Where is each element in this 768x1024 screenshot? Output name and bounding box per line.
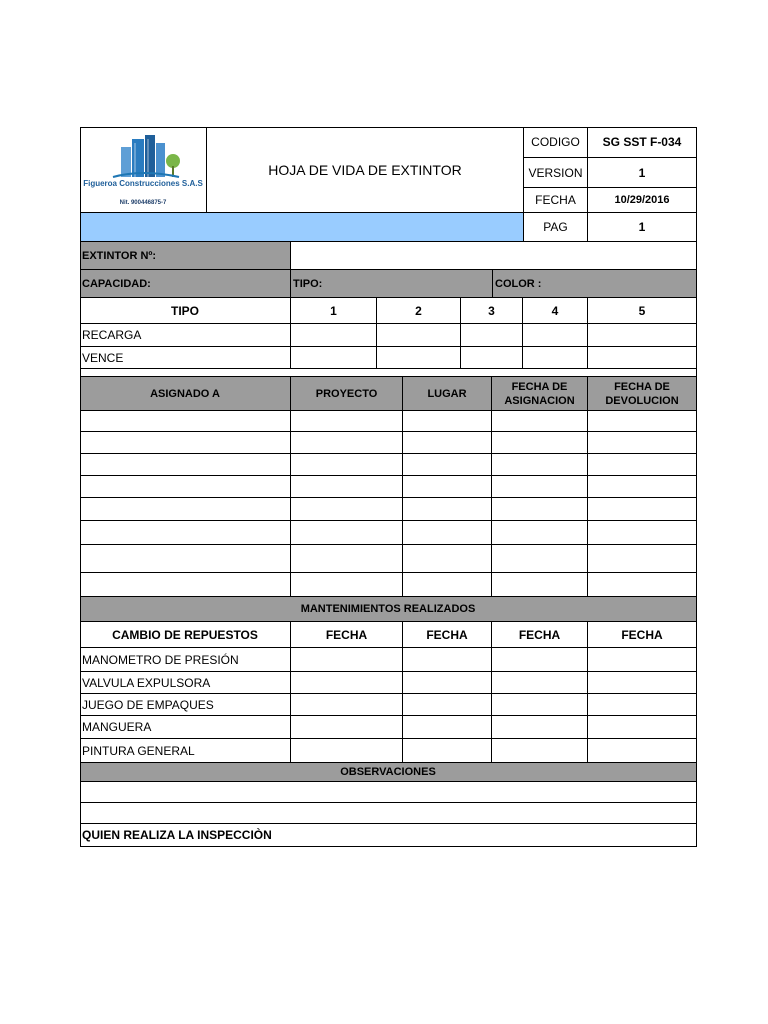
tipo-col-1: 1: [291, 298, 377, 324]
codigo-label: CODIGO: [524, 127, 588, 158]
company-nit: Nit. 900446875-7: [119, 200, 167, 206]
capacidad-label: CAPACIDAD:: [80, 270, 291, 298]
vence-cell[interactable]: [291, 347, 377, 369]
mantenimiento-fecha-cell[interactable]: [588, 648, 697, 672]
asignacion-cell[interactable]: [492, 498, 588, 521]
vence-label: VENCE: [80, 347, 291, 369]
asignacion-cell[interactable]: [291, 498, 403, 521]
asignacion-cell[interactable]: [588, 521, 697, 545]
tipo-label[interactable]: TIPO:: [291, 270, 493, 298]
asignacion-cell[interactable]: [80, 476, 291, 498]
asignacion-cell[interactable]: [403, 454, 492, 476]
mantenimiento-fecha-cell[interactable]: [403, 716, 492, 739]
recarga-cell[interactable]: [461, 324, 523, 347]
blue-band: [80, 213, 524, 242]
recarga-label: RECARGA: [80, 324, 291, 347]
mantenimiento-fecha-cell[interactable]: [403, 694, 492, 716]
asignacion-cell[interactable]: [80, 454, 291, 476]
asignacion-cell[interactable]: [403, 432, 492, 454]
fecha-value: 10/29/2016: [588, 188, 697, 213]
tipo-header: TIPO: [80, 298, 291, 324]
codigo-value: SG SST F-034: [588, 127, 697, 158]
repuesto-label: JUEGO DE EMPAQUES: [80, 694, 291, 716]
asignacion-cell[interactable]: [588, 432, 697, 454]
extintor-numero-field[interactable]: [291, 242, 697, 270]
cambio-repuestos-header: CAMBIO DE REPUESTOS: [80, 622, 291, 648]
asignacion-cell[interactable]: [80, 545, 291, 573]
asignacion-cell[interactable]: [80, 573, 291, 597]
tipo-col-5: 5: [588, 298, 697, 324]
mantenimiento-fecha-cell[interactable]: [588, 672, 697, 694]
recarga-cell[interactable]: [523, 324, 588, 347]
repuesto-label: VALVULA EXPULSORA: [80, 672, 291, 694]
extintor-numero-label: EXTINTOR Nº:: [80, 242, 291, 270]
asignacion-cell[interactable]: [492, 476, 588, 498]
observaciones-title: OBSERVACIONES: [80, 763, 697, 782]
spacer-row: [80, 369, 697, 377]
extintor-form: [80, 127, 697, 847]
fecha-header: FECHA: [403, 622, 492, 648]
vence-cell[interactable]: [523, 347, 588, 369]
company-name: Figueroa Construcciones S.A.S: [83, 179, 203, 188]
tipo-col-2: 2: [377, 298, 461, 324]
mantenimiento-fecha-cell[interactable]: [291, 716, 403, 739]
pag-value: 1: [588, 213, 697, 242]
asignacion-cell[interactable]: [80, 498, 291, 521]
lugar-header: LUGAR: [403, 377, 492, 411]
fecha-header: FECHA: [291, 622, 403, 648]
asignacion-cell[interactable]: [492, 432, 588, 454]
asignacion-cell[interactable]: [291, 476, 403, 498]
fecha-header: FECHA: [588, 622, 697, 648]
mantenimiento-fecha-cell[interactable]: [492, 739, 588, 763]
logo-cell: [80, 127, 207, 213]
mantenimiento-fecha-cell[interactable]: [492, 672, 588, 694]
mantenimientos-title: MANTENIMIENTOS REALIZADOS: [80, 597, 697, 622]
fecha-header: FECHA: [492, 622, 588, 648]
asignacion-cell[interactable]: [291, 454, 403, 476]
asignacion-cell[interactable]: [492, 545, 588, 573]
mantenimiento-fecha-cell[interactable]: [291, 694, 403, 716]
asignacion-cell[interactable]: [291, 545, 403, 573]
repuesto-label: MANOMETRO DE PRESIÓN: [80, 648, 291, 672]
observaciones-line[interactable]: [80, 782, 697, 803]
asignacion-cell[interactable]: [291, 432, 403, 454]
fecha-label: FECHA: [524, 188, 588, 213]
asignacion-cell[interactable]: [588, 476, 697, 498]
asignacion-cell[interactable]: [403, 498, 492, 521]
color-label[interactable]: COLOR :: [493, 270, 697, 298]
asignacion-rows: [80, 411, 697, 597]
asignacion-cell[interactable]: [403, 476, 492, 498]
recarga-cell[interactable]: [588, 324, 697, 347]
asignacion-cell[interactable]: [403, 545, 492, 573]
asignacion-cell[interactable]: [80, 521, 291, 545]
pag-label: PAG: [524, 213, 588, 242]
asignacion-cell[interactable]: [588, 498, 697, 521]
mantenimiento-fecha-cell[interactable]: [403, 648, 492, 672]
asignacion-cell[interactable]: [588, 573, 697, 597]
asignacion-cell[interactable]: [588, 454, 697, 476]
recarga-cell[interactable]: [291, 324, 377, 347]
mantenimiento-fecha-cell[interactable]: [588, 694, 697, 716]
vence-cell[interactable]: [461, 347, 523, 369]
asignacion-cell[interactable]: [80, 411, 291, 432]
asignacion-cell[interactable]: [588, 545, 697, 573]
asignacion-cell[interactable]: [492, 454, 588, 476]
fecha-asignacion-header: FECHA DE ASIGNACION: [492, 377, 588, 411]
asignacion-cell[interactable]: [403, 573, 492, 597]
asignacion-cell[interactable]: [403, 521, 492, 545]
proyecto-header: PROYECTO: [291, 377, 403, 411]
asignacion-cell[interactable]: [492, 411, 588, 432]
vence-cell[interactable]: [377, 347, 461, 369]
inspeccion-label[interactable]: QUIEN REALIZA LA INSPECCIÒN: [80, 824, 697, 847]
asignacion-cell[interactable]: [403, 411, 492, 432]
mantenimiento-fecha-cell[interactable]: [492, 648, 588, 672]
repuesto-label: PINTURA GENERAL: [80, 739, 291, 763]
mantenimiento-fecha-cell[interactable]: [492, 694, 588, 716]
mantenimiento-fecha-cell[interactable]: [291, 648, 403, 672]
asignacion-cell[interactable]: [588, 411, 697, 432]
asignacion-cell[interactable]: [291, 573, 403, 597]
tipo-col-3: 3: [461, 298, 523, 324]
asignacion-cell[interactable]: [492, 573, 588, 597]
mantenimiento-fecha-cell[interactable]: [492, 716, 588, 739]
mantenimiento-fecha-cell[interactable]: [291, 672, 403, 694]
mantenimiento-fecha-cell[interactable]: [403, 672, 492, 694]
mantenimiento-fecha-cell[interactable]: [588, 716, 697, 739]
asignado-header: ASIGNADO A: [80, 377, 291, 411]
recarga-cell[interactable]: [377, 324, 461, 347]
tipo-col-4: 4: [523, 298, 588, 324]
observaciones-line[interactable]: [80, 803, 697, 824]
form-title: HOJA DE VIDA DE EXTINTOR: [207, 127, 524, 213]
mantenimiento-fecha-cell[interactable]: [291, 739, 403, 763]
company-logo: [83, 133, 203, 185]
repuesto-label: MANGUERA: [80, 716, 291, 739]
vence-cell[interactable]: [588, 347, 697, 369]
mantenimiento-fecha-cell[interactable]: [403, 739, 492, 763]
mantenimientos-rows: [80, 648, 697, 763]
mantenimiento-fecha-cell[interactable]: [588, 739, 697, 763]
fecha-devolucion-header: FECHA DE DEVOLUCION: [588, 377, 697, 411]
asignacion-cell[interactable]: [80, 432, 291, 454]
version-value: 1: [588, 158, 697, 188]
asignacion-cell[interactable]: [291, 521, 403, 545]
asignacion-cell[interactable]: [291, 411, 403, 432]
version-label: VERSION: [524, 158, 588, 188]
asignacion-cell[interactable]: [492, 521, 588, 545]
